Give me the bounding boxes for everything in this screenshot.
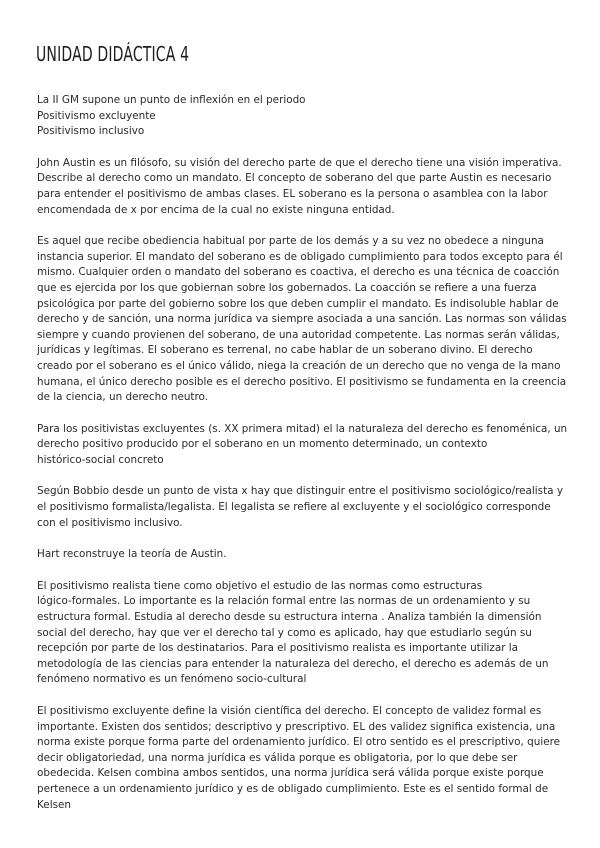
document-body [37,93,567,813]
text-line: psicológica por parte del gobierno sobre los que deben cumplir el mandato. Es indisoluble hablar de [37,297,559,310]
text-line: El positivismo realista tiene como objetivo el estudio de las normas como estructuras [37,579,483,592]
text-line: La II GM supone un punto de inflexión en el periodo [37,94,306,106]
paragraph-bobbio [37,484,567,531]
text-line: creado por el soberano es el único válido, niega la creación de un derecho que no venga de la mano [37,359,561,372]
text-line: encomendada de x por encima de la cual no existe ninguna entidad. [37,203,395,216]
text-line: derecho positivo producido por el soberano en un momento determinado, un contexto [37,438,488,451]
paragraph-soberano [37,234,567,406]
text-line: obedecida. Kelsen combina ambos sentidos, una norma jurídica será válida porque existe porque [37,767,544,780]
text-line: recepción por parte de los destinatarios. Para el positivismo realista es importante utilizar la [37,642,519,655]
text-line: Kelsen [37,798,71,811]
text-line: El positivismo excluyente define la visión científica del derecho. El concepto de validez formal es [37,705,542,717]
text-line: fenómeno normativo es un fenómeno socio-cultural [37,673,307,686]
text-line: Describe al derecho como un mandato. El concepto de soberano del que parte Austin es necesario [37,172,552,185]
text-line: decir obligatoriedad, una norma jurídica es válida porque es obligatoria, por lo que debe ser [37,751,518,764]
text-line: estructura formal. Estudia al derecho desde su estructura interna . Analiza también la dimensión [37,611,542,624]
text-line: para entender el positivismo de ambas clases. EL soberano es la persona o asamblea con la labor [37,187,548,200]
text-line: el positivismo formalista/legalista. El legalista se refiere al excluyente y el sociológico corresponde [37,501,551,514]
text-line: derecho y de sanción, una norma jurídica va siempre asociada a una sanción. Las normas son válidas [37,313,567,326]
text-line: Hart reconstruye la teoría de Austin. [37,548,227,561]
text-line: Es aquel que recibe obediencia habitual por parte de los demás y a su vez no obedece a ninguna [37,235,544,248]
text-line: instancia superior. El mandato del soberano es de obligado cumplimiento para todos excepto para él [37,250,563,263]
text-line: lógico-formales. Lo importante es la relación formal entre las normas de un ordenamiento y su [37,595,531,608]
text-line: Positivismo inclusivo [37,125,145,138]
text-line: metodología de las ciencias para entender la naturaleza del derecho, el derecho es además de un [37,657,549,670]
text-line: Positivismo excluyente [37,109,156,122]
text-line: Para los positivistas excluyentes (s. XX primera mitad) el la naturaleza del derecho es fenoménica, un [37,422,568,435]
text-line: humana, el único derecho posible es el derecho positivo. El positivismo se fundamenta en la creencia [37,375,567,388]
text-line: pertenece a un ordenamiento jurídico y es de obligado cumplimiento. Este es el sentido formal de [37,782,549,795]
text-line: mismo. Cualquier orden o mandato del soberano es coactiva, el derecho es una técnica de coacción [37,266,560,279]
text-line: Según Bobbio desde un punto de vista x hay que distinguir entre el positivismo sociológico/realista y [37,485,563,498]
paragraph-excluyentes [37,422,567,469]
text-line: siempre y cuando provienen del soberano, de una autoridad competente. Las normas serán válidas, [37,328,560,341]
text-line: que es ejercida por los que gobiernan sobre los gobernados. La coacción se refiere a una fuerza [37,281,537,294]
text-line: jurídicas y legítimas. El soberano es terrenal, no cabe hablar de un soberano divino. El derecho [37,344,533,357]
paragraph-realista [37,579,567,688]
text-line: importante. Existen dos sentidos; descriptivo y prescriptivo. EL des validez significa existencia, una [37,720,556,733]
text-line: histórico-social concreto [37,453,164,466]
paragraph-austin [37,156,567,218]
paragraph-hart [37,547,567,563]
text-line: con el positivismo inclusivo. [37,516,183,529]
text-line: norma existe porque forma parte del ordenamiento jurídico. El otro sentido es el prescriptivo, quiere [37,736,561,749]
paragraph-validez [37,704,567,813]
page-title: UNIDAD DIDÁCTICA 4 [36,42,190,66]
intro-block [37,93,567,140]
text-line: John Austin es un filósofo, su visión del derecho parte de que el derecho tiene una visión imperativa. [37,156,562,169]
text-line: social del derecho, hay que ver el derecho tal y como es aplicado, hay que estudiarlo según su [37,626,532,639]
text-line: de la ciencia, un derecho neutro. [37,391,209,404]
